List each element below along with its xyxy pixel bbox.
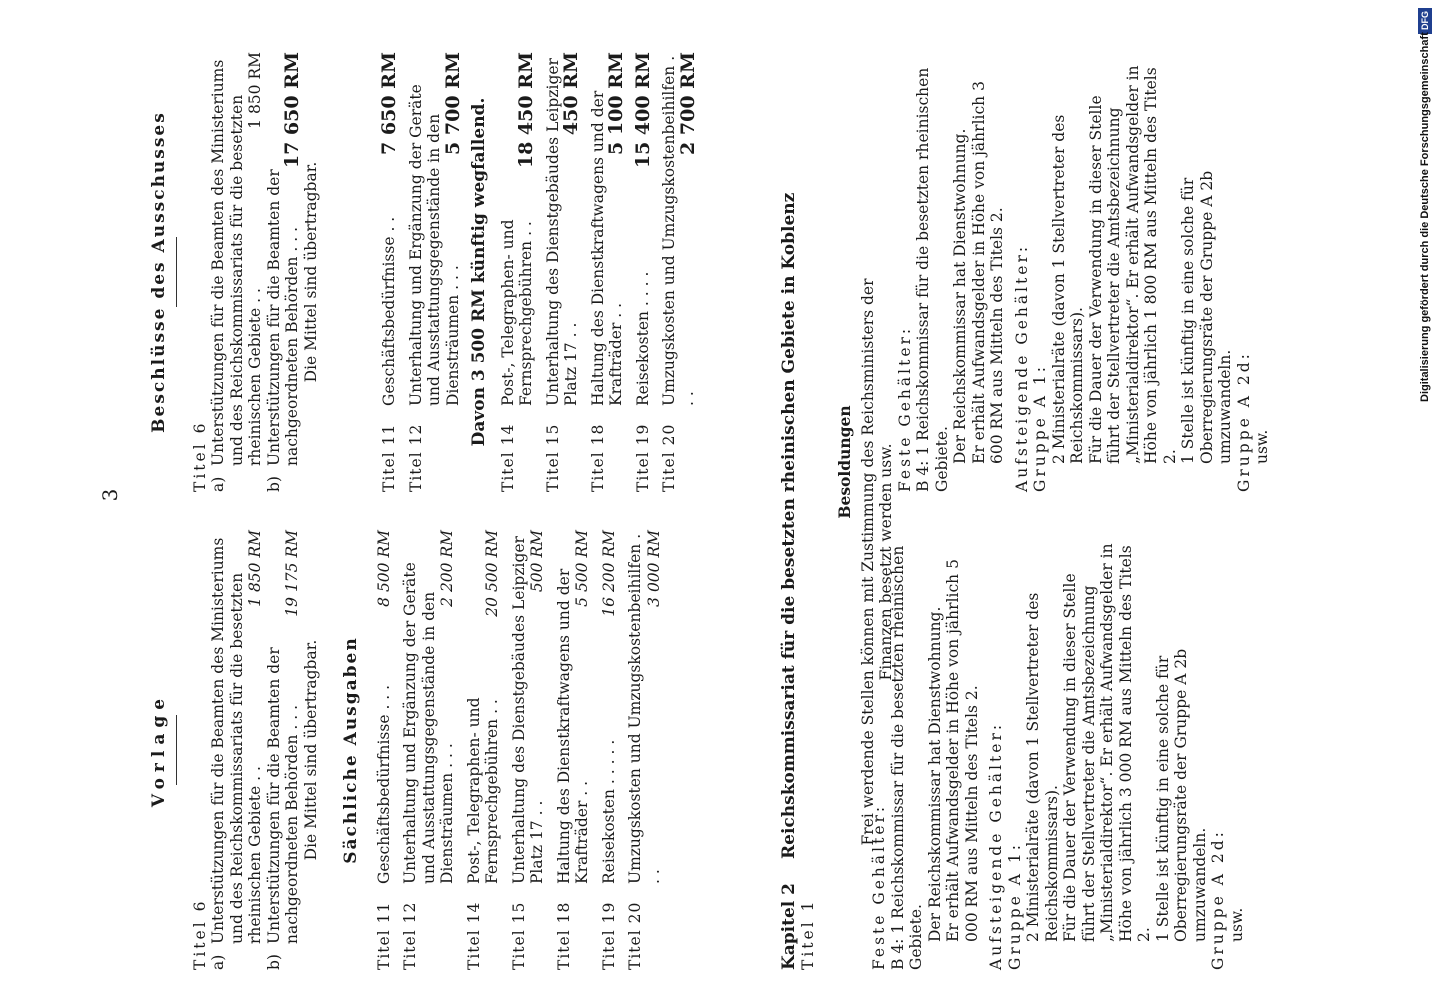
table-row: Titel 20 Umzugskosten und Umzugskostenbeihilfen . . . 2 700 RM [660, 52, 699, 492]
table-row: Titel 11 Geschäftsbedürfnisse . . 7 650 RM [378, 52, 400, 492]
amount: 2 200 RM [438, 530, 456, 607]
table-row: Titel 20 Umzugskosten und Umzugskostenbeihilfen . . . 3 000 RM [626, 530, 663, 970]
amount: 19 175 RM [283, 530, 301, 617]
dfg-logo-icon: DFG [1418, 8, 1432, 34]
amount: 20 500 RM [483, 530, 501, 617]
amount: 450 RM [560, 52, 582, 136]
kapitel-heading: Kapitel 2 Reichskommissariat für die besetzten rheinischen Gebiete in Koblenz [779, 192, 799, 970]
amount: 5 500 RM [573, 530, 591, 607]
list-item: a) Unterstützungen für die Beamten des Ministeriums und des Reichskommissariats für die besetzten rheinischen Gebiete . . 1 850 RM [209, 530, 264, 970]
table-row: Titel 18 Haltung des Dienstkraftwagens und der Krafträder . . 5 500 RM [554, 530, 591, 970]
list-item: b) Unterstützungen für die Beamten der nachgeordneten Behörden . . . 19 175 RM [264, 530, 301, 970]
table-row: Titel 19 Reisekosten . . . . . 16 200 RM [599, 530, 618, 970]
rotated-document [90, 30, 1380, 970]
table-row: Titel 11 Geschäftsbedürfnisse . . . 8 500 RM [374, 530, 393, 970]
page-number: 3 [98, 488, 122, 502]
table-row: Titel 14 Post-, Telegraphen- und Fernsprechgebühren . . 20 500 RM [464, 530, 501, 970]
beschluesse-heading: Beschlüsse des Ausschusses [149, 111, 169, 433]
table-row: Titel 14 Post-, Telegraphen- und Fernsprechgebühren . . 18 450 RM [498, 52, 537, 492]
ausgaben-heading: Sächliche Ausgaben [341, 636, 361, 864]
amount: 8 500 RM [374, 530, 393, 607]
kapitel-left: Feste Gehälter: B 4: 1 Reichskommissar für die besetzten rheinischen Gebiete. Der Reichskommissar hat Dienstwohnung. Er erhält Aufwandsgelder in Höhe von jährlich 5 000 RM aus Mitteln des Titels 2. Aufsteigende Gehälter: Gruppe A 1: 2 Ministerialräte (davon 1 Stellvertreter des Reichskommissars). Für die Dauer der Verwendung in dieser Stelle führt der Stellvertreter die Amtsbezeichnung „Ministerialdirektor“. Er erhält Aufwandsgelder in Höhe von jährlich 3 000 RM aus Mitteln des Titels 2. 1 Stelle ist künftig in eine solche für Oberregierungsräte der Gruppe A 2b umzuwandeln. Gruppe A 2d: usw. [870, 543, 1246, 970]
table-row: Titel 15 Unterhaltung des Dienstgebäudes Leipziger Platz 17 . . 450 RM [543, 52, 582, 492]
amount: 3 000 RM [644, 530, 663, 607]
vorlage-heading: Vorlage [149, 692, 169, 808]
kapitel-section [779, 30, 1271, 970]
beschluesse-column [150, 52, 705, 492]
vorlage-column [150, 530, 671, 970]
amount: 500 RM [528, 530, 546, 593]
amount: 16 200 RM [599, 530, 618, 617]
amount: 17 650 RM [281, 52, 303, 169]
amount: 5 100 RM [605, 52, 627, 155]
titel1-label: Titel 1 [798, 898, 817, 970]
transfer-note: Die Mittel sind übertragbar. [301, 639, 320, 861]
dfg-footer [1417, 10, 1433, 990]
amount: 18 450 RM [515, 52, 537, 169]
wegfall-note: Davon 3 500 RM künftig wegfallend. [469, 97, 489, 447]
amount: 2 700 RM [676, 52, 699, 155]
dfg-footer-text: Digitalisierung gefördert durch die Deutsche Forschungsgemeinschaft [1419, 32, 1431, 402]
kapitel-right: Besoldungen Frei werdende Stellen können mit Zustimmung des Reichsministers der Finanzen besetzt werden usw. Feste Gehälter: B 4: 1 Reichskommissar für die besetzten rheinischen Gebiete. Der Reichskommissar hat Dienstwohnung. Er erhält Aufwandsgelder in Höhe von jährlich 3 600 RM aus Mitteln des Titels 2. Aufsteigende Gehälter: Gruppe A 1: 2 Ministerialräte (davon 1 Stellvertreter des Reichskommissars). Für die Dauer der Verwendung in dieser Stelle führt der Stellvertreter die Amtsbezeichnung „Ministerialdirektor“. Er erhält Aufwandsgelder in Höhe von jährlich 1 800 RM aus Mitteln des Titels 2. 1 Stelle ist künftig in eine solche für Oberregierungsräte der Gruppe A 2b umzuwandeln. Gruppe A 2d: usw. [836, 52, 1272, 492]
list-item: b) Unterstützungen für die Beamten der nachgeordneten Behörden . . . 17 650 RM [264, 52, 303, 492]
heading-rule [176, 237, 177, 307]
kapitel-intro: Frei werdende Stellen können mit Zustimmung des Reichsministers der Finanzen besetzt werden usw. [858, 278, 895, 846]
table-row: Titel 18 Haltung des Dienstkraftwagens und der Krafträder . . 5 100 RM [588, 52, 627, 492]
table-row: Titel 19 Reisekosten . . . . 15 400 RM [631, 52, 654, 492]
titel6-label: Titel 6 [190, 898, 209, 970]
amount: 5 700 RM [441, 52, 464, 155]
amount: 1 850 RM [246, 52, 264, 129]
table-row: Titel 15 Unterhaltung des Dienstgebäudes Leipziger Platz 17 . . 500 RM [509, 530, 546, 970]
table-row: Titel 12 Unterhaltung und Ergänzung der Geräte und Ausstattungsgegenstände in den Diensträumen . . . 5 700 RM [406, 52, 464, 492]
besoldungen-heading: Besoldungen [835, 405, 854, 519]
transfer-note: Die Mittel sind übertragbar. [301, 161, 320, 383]
titel6-label: Titel 6 [190, 420, 209, 492]
amount: 1 850 RM [246, 530, 264, 607]
amount: 15 400 RM [631, 52, 654, 169]
table-row: Titel 12 Unterhaltung und Ergänzung der Geräte und Ausstattungsgegenstände in den Diensträumen . . . 2 200 RM [401, 530, 456, 970]
heading-rule [176, 715, 177, 785]
amount: 7 650 RM [378, 52, 400, 155]
list-item: a) Unterstützungen für die Beamten des Ministeriums und des Reichskommissariats für die besetzten rheinischen Gebiete . . 1 850 RM [209, 52, 264, 492]
